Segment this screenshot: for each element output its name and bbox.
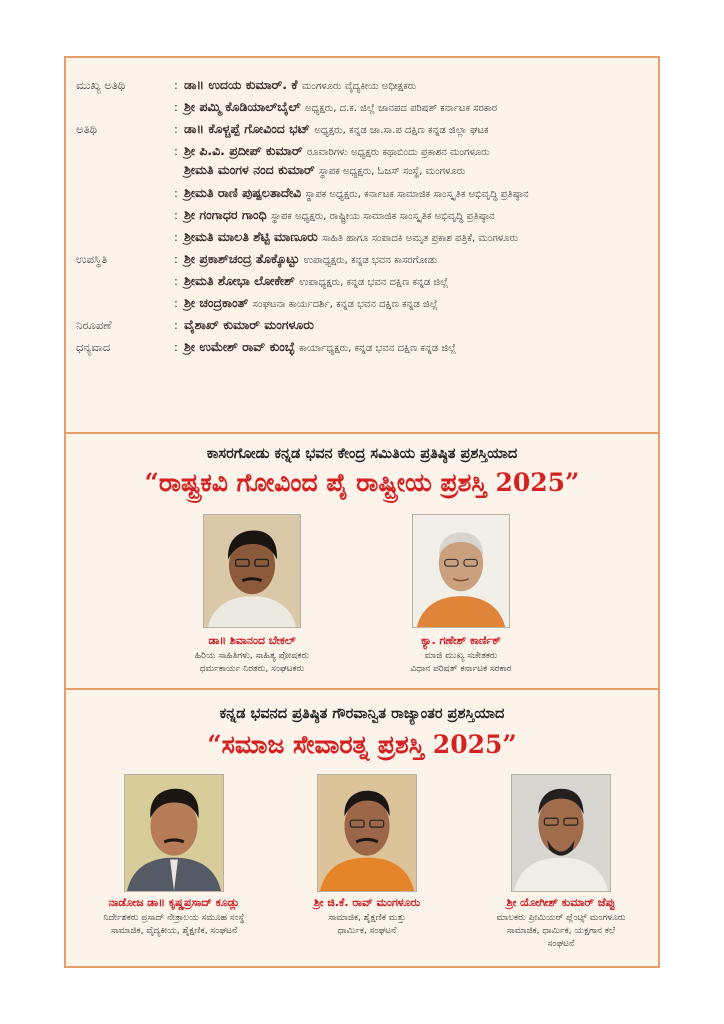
guest-role: ಧನ್ಯವಾದ xyxy=(76,340,111,354)
guest-desc: ಅಧ್ಯಕ್ಷರು, ಕನ್ನಡ ಜಾ.ಸಾ.ಪ ದಕ್ಷಿಣ ಕನ್ನಡ ಜಿಲ್ಲಾ ಘಟಕ xyxy=(314,125,489,136)
colon: : xyxy=(174,186,178,200)
guest-role: ಉಪಸ್ಥಿತಿ xyxy=(76,252,108,266)
guest-name: ಡಾ॥ ಉದಯ ಕುಮಾರ್. ಕೆ xyxy=(184,77,298,92)
colon: : xyxy=(174,296,178,310)
awardee-name: ಶ್ರೀ ಯೋಗೀಶ್ ಕುಮಾರ್ ಜೆಪ್ಪು xyxy=(506,896,616,909)
awardee-desc: ವಿಧಾನ ಪರಿಷತ್ ಕರ್ನಾಟಕ ಸರಕಾರ xyxy=(410,664,512,674)
colon: : xyxy=(174,318,178,332)
awardee-desc: ಧರ್ಮಕಾರ್ಯ ನಿರತರು, ಸಂಘಟಕರು xyxy=(199,664,305,674)
awardee-name: ನಾಡೋಜ ಡಾ॥ ಕೃಷ್ಣಪ್ರಸಾದ್ ಕೂಡ್ಲು xyxy=(108,896,240,909)
guest-name: ಶ್ರೀ ಪಿ.ವಿ. ಪ್ರದೀಪ್ ಕುಮಾರ್ xyxy=(184,143,303,158)
guest-role: ಮುಖ್ಯ ಅತಿಥಿ xyxy=(76,78,126,92)
guest-name: ಶ್ರೀ ಉಮೇಶ್ ರಾವ್ ಕುಂಬ್ಳೆ xyxy=(184,339,295,354)
guest-desc: ಸಾಹಿತಿ ಹಾಗೂ ಸಂಪಾದಕಿ ಅಮೃತ ಪ್ರಕಾಶ ಪತ್ರಿಕೆ, ಮಂಗಳೂರು xyxy=(322,233,519,244)
colon: : xyxy=(174,78,178,92)
award-heading: ಕನ್ನಡ ಭವನದ ಪ್ರತಿಷ್ಠಿತ ಗೌರವಾನ್ವಿತ ರಾಜ್ಯಾಂತರ ಪ್ರಶಸ್ತಿಯಾದ xyxy=(219,706,505,722)
colon: : xyxy=(174,122,178,136)
award-title: “ರಾಷ್ಟ್ರಕವಿ ಗೋವಿಂದ ಪೈ ರಾಷ್ಟ್ರೀಯ ಪ್ರಶಸ್ತಿ 2025” xyxy=(144,468,580,497)
awardee-desc: ಸಾಮಾಜಿಕ, ಧಾರ್ಮಿಕ, ಯಕ್ಷಗಾನ ಕಲೆ xyxy=(506,926,616,936)
awardee-photo xyxy=(203,514,301,628)
awardee-name: ಕ್ಯಾ. ಗಣೇಶ್ ಕಾರ್ಣಿಕ್ xyxy=(421,634,501,647)
guest-list xyxy=(66,58,658,434)
guest-name: ಶ್ರೀ ಪ್ರಕಾಶ್‌ಚಂದ್ರ ತೊಕ್ಕೊಟ್ಟು xyxy=(184,251,300,266)
awardee-desc: ಸಾಮಾಜಿಕ, ವೈದ್ಯಕೀಯ, ಶೈಕ್ಷಣಿಕ, ಸಂಘಟನೆ xyxy=(110,926,238,936)
awardee-desc: ಮಾಲಕರು ಪ್ರೀಮಿಯರ್ ಪ್ಲೆಂಟ್ಸ್ ಮಂಗಳೂರು xyxy=(496,913,626,923)
guest-name: ಶ್ರೀಮತಿ ಮಂಗಳ ನಂದ ಕುಮಾರ್ xyxy=(184,162,315,177)
guest-name: ಶ್ರೀ ಗಂಗಾಧರ ಗಾಂಧಿ xyxy=(184,207,267,222)
guest-desc: ಕಾರ್ಯಾಧ್ಯಕ್ಷರು, ಕನ್ನಡ ಭವನ ದಕ್ಷಿಣ ಕನ್ನಡ ಜಿಲ್ಲೆ xyxy=(298,343,457,354)
awardee-photo xyxy=(412,514,510,628)
guest-name: ಶ್ರೀ ಚಂದ್ರಕಾಂತ್ xyxy=(184,295,249,310)
guest-role: ನಿರೂಪಣೆ xyxy=(76,318,112,332)
awardee-photo xyxy=(511,774,611,892)
guest-desc: ಸ್ಥಾಪಕ ಅಧ್ಯಕ್ಷರು, ರಾಷ್ಟ್ರೀಯ ಸಾಮಾಜಿಕ ಸಾಂಸ್ಕೃತಿಕ ಅಭಿವೃದ್ಧಿ ಪ್ರತಿಷ್ಠಾನ xyxy=(271,211,495,222)
invitation-card xyxy=(64,56,660,968)
guest-desc: ಸ್ಥಾಪಕ ಅಧ್ಯಕ್ಷರು, ಓಜಸ್ ಸಂಸ್ಥೆ, ಮಂಗಳೂರು xyxy=(319,166,466,177)
guest-desc: ಉಪಾಧ್ಯಕ್ಷರು, ಕನ್ನಡ ಭವನ ದಕ್ಷಿಣ ಕನ್ನಡ ಜಿಲ್ಲೆ xyxy=(299,277,449,288)
awardee-desc: ಮಾಜಿ ಮುಖ್ಯ ಸಚೇತಕರು xyxy=(424,651,498,661)
award-section-samaja-sevaratna xyxy=(66,690,658,966)
guest-desc: ಉಪಾಧ್ಯಕ್ಷರು, ಕನ್ನಡ ಭವನ ಕಾಸರಗೋಡು xyxy=(303,255,438,266)
awardee-photo xyxy=(317,774,417,892)
awardee-name: ಡಾ॥ ಶಿವಾನಂದ ಬೇಕಲ್ xyxy=(208,634,296,647)
portrait-image xyxy=(512,775,610,891)
colon: : xyxy=(174,274,178,288)
colon: : xyxy=(174,144,178,158)
guest-desc: ರೂವಾರಿಗಳು ಅಧ್ಯಕ್ಷರು ಕಥಾಬಿಂದು ಪ್ರಕಾಶನ ಮಂಗಳೂರು xyxy=(306,147,490,158)
guest-role: ಅತಿಥಿ xyxy=(76,122,98,136)
portrait-image xyxy=(125,775,223,891)
guest-name: ಶ್ರೀಮತಿ ರಾಣಿ ಪುಷ್ಪಲತಾದೇವಿ xyxy=(184,185,302,200)
portrait-image xyxy=(204,515,300,627)
guest-name: ವೈಶಾಖ್ ಕುಮಾರ್ ಮಂಗಳೂರು xyxy=(184,317,314,332)
award-section-govinda-pai xyxy=(66,434,658,690)
awardee-name: ಶ್ರೀ ಜಿ.ಕೆ. ರಾವ್ ಮಂಗಳೂರು xyxy=(313,896,421,909)
guest-desc: ಅಧ್ಯಕ್ಷರು, ದ.ಕ. ಜಿಲ್ಲೆ ಜಾನಪದ ಪರಿಷತ್ ಕರ್ನಾಟಕ ಸರಕಾರ xyxy=(304,103,498,114)
award-title: “ಸಮಾಜ ಸೇವಾರತ್ನ ಪ್ರಶಸ್ತಿ 2025” xyxy=(207,730,517,759)
guest-name: ಡಾ॥ ಕೊಳ್ಚಪ್ಪೆ ಗೋವಿಂದ ಭಟ್ xyxy=(184,121,310,136)
awardee-desc: ಧಾರ್ಮಿಕ, ಸಂಘಟನೆ xyxy=(337,926,397,936)
portrait-image xyxy=(413,515,509,627)
colon: : xyxy=(174,340,178,354)
colon: : xyxy=(174,100,178,114)
awardee-desc: ನಿರ್ದೇಶಕರು ಪ್ರಸಾದ್ ನೇತ್ರಾಲಯ ಸಮೂಹ ಸಂಸ್ಥೆ xyxy=(103,913,245,923)
awardee-desc: ಸಾಮಾಜಿಕ, ಶೈಕ್ಷಣಿಕ ಮತ್ತು xyxy=(328,913,406,923)
guest-desc: ಸ್ಥಾಪಕ ಅಧ್ಯಕ್ಷರು, ಕರ್ನಾಟಕ ಸಾಮಾಜಿಕ ಸಾಂಸ್ಕೃತಿಕ ಅಭಿವೃದ್ಧಿ ಪ್ರತಿಷ್ಠಾನ xyxy=(305,189,529,200)
awardee-photo xyxy=(124,774,224,892)
awardee-desc: ಹಿರಿಯ ಸಾಹಿತಿಗಳು, ಸಾಹಿತ್ಯ ಪೋಷಕರು xyxy=(194,651,310,661)
guest-desc: ಮಂಗಳೂರು ವೈದ್ಯಕೀಯ ಅಧೀಕ್ಷಕರು xyxy=(301,81,417,92)
award-heading: ಕಾಸರಗೋಡು ಕನ್ನಡ ಭವನ ಕೇಂದ್ರ ಸಮಿತಿಯ ಪ್ರತಿಷ್ಠಿತ ಪ್ರಶಸ್ತಿಯಾದ xyxy=(206,446,518,462)
awardee-desc: ಸಂಘಟನೆ xyxy=(547,939,575,949)
portrait-image xyxy=(318,775,416,891)
guest-desc: ಸಂಘಟನಾ ಕಾರ್ಯದರ್ಶಿ, ಕನ್ನಡ ಭವನ ದಕ್ಷಿಣ ಕನ್ನಡ ಜಿಲ್ಲೆ xyxy=(252,299,438,310)
guest-name: ಶ್ರೀಮತಿ ಮಾಲತಿ ಶೆಟ್ಟಿ ಮಾಣೂರು xyxy=(184,229,318,244)
colon: : xyxy=(174,230,178,244)
colon: : xyxy=(174,208,178,222)
colon: : xyxy=(174,252,178,266)
guest-name: ಶ್ರೀಮತಿ ಶೋಭಾ ಲೋಕೇಶ್ xyxy=(184,273,295,288)
guest-name: ಶ್ರೀ ಪಮ್ಮಿ ಕೊಡಿಯಾಲ್‌ಬೈಲ್ xyxy=(184,99,301,114)
